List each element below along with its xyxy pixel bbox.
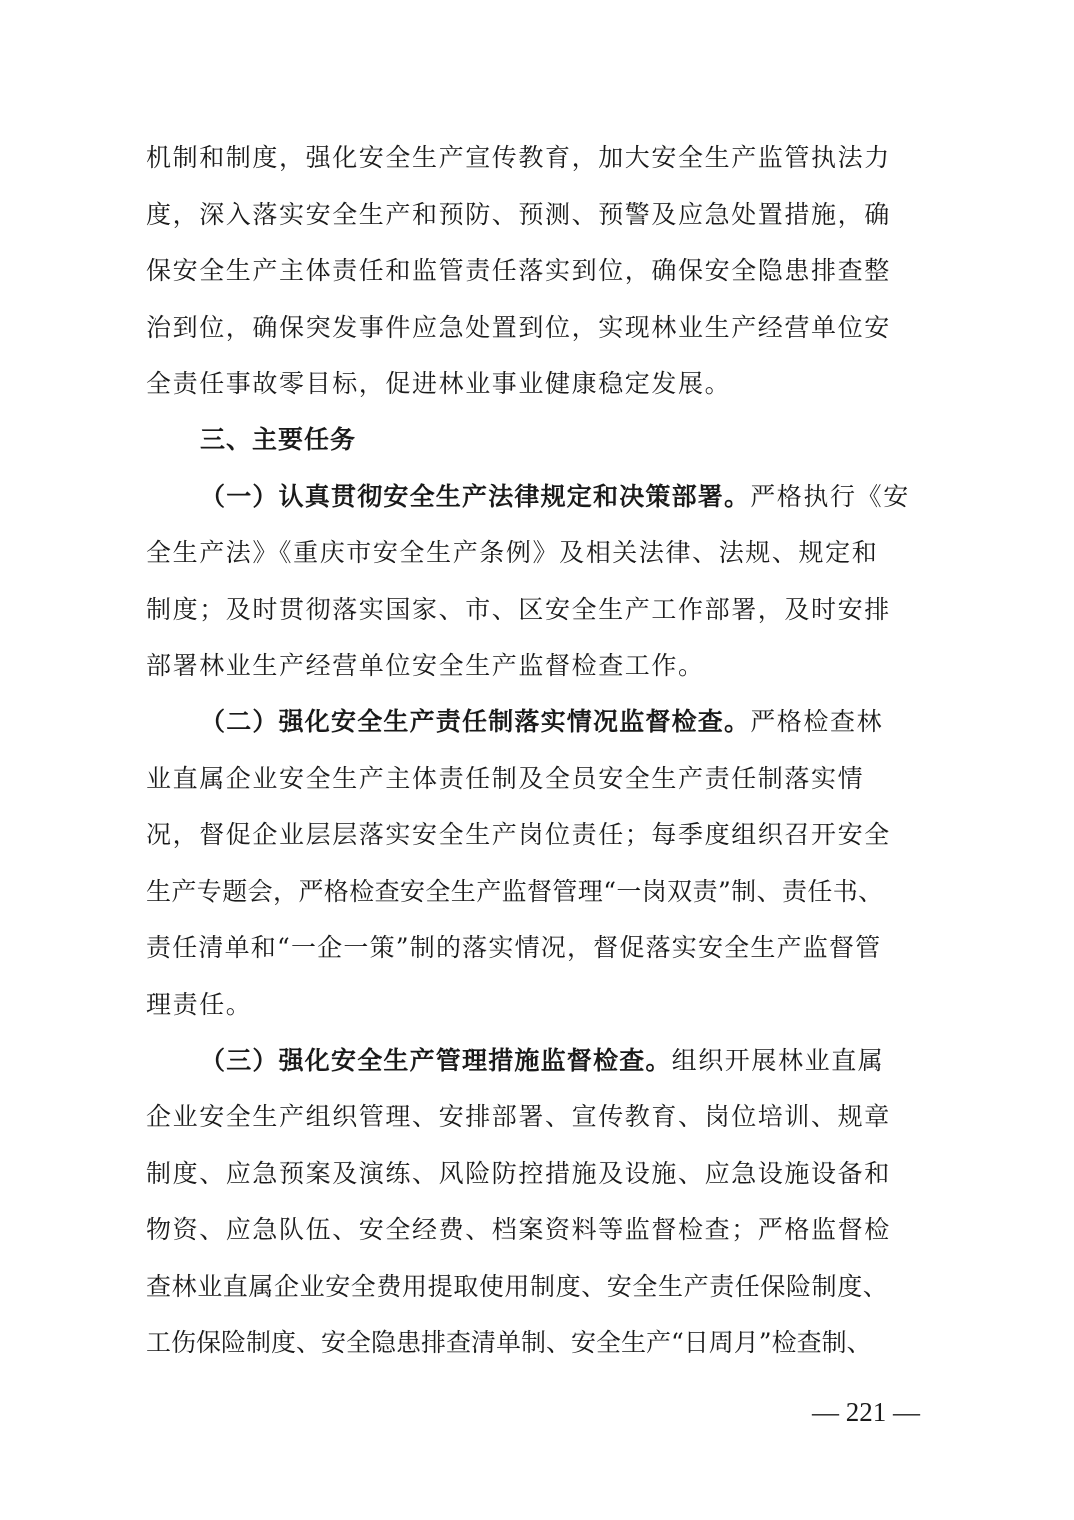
paragraph-lead: （三）强化安全生产管理措施监督检查。 [200,1046,672,1075]
text-line: 企业安全生产组织管理、安排部署、宣传教育、岗位培训、规章 [146,1102,891,1131]
paragraph-first-line [200,706,946,738]
text-line: 理责任。 [146,990,253,1019]
paragraph-text: 严格执行《安 [750,482,910,511]
text-line: 治到位，确保突发事件应急处置到位，实现林业生产经营单位安 [146,313,891,342]
text-line: 责任清单和“一企一策”制的落实情况，督促落实安全生产监督管 [146,933,882,962]
paragraph-text: 严格检查林 [750,707,884,736]
text-line: 况，督促企业层层落实安全生产岗位责任；每季度组织召开安全 [146,820,891,849]
text-line: 全生产法》《重庆市安全生产条例》及相关法律、法规、规定和 [146,538,879,567]
text-line: 物资、应急队伍、安全经费、档案资料等监督检查；严格监督检 [146,1215,891,1244]
section-heading: 三、主要任务 [200,425,357,454]
text-line: 度，深入落实安全生产和预防、预测、预警及应急处置措施，确 [146,200,891,229]
paragraph-text: 组织开展林业直属 [671,1046,885,1075]
page-number: — 221 — [812,1397,920,1427]
paragraph-first-line [200,1045,946,1077]
paragraph-lead: （二）强化安全生产责任制落实情况监督检查。 [200,707,751,736]
text-line: 机制和制度，强化安全生产宣传教育，加大安全生产监管执法力 [146,143,891,172]
text-line: 部署林业生产经营单位安全生产监督检查工作。 [146,651,705,680]
text-line: 全责任事故零目标，促进林业事业健康稳定发展。 [146,369,732,398]
text-line: 查林业直属企业安全费用提取使用制度、安全生产责任保险制度、 [146,1272,889,1301]
paragraph-lead: （一）认真贯彻安全生产法律规定和决策部署。 [200,482,751,511]
text-line: 工伤保险制度、安全隐患排查清单制、安全生产“日周月”检查制、 [146,1328,872,1357]
text-line: 制度、应急预案及演练、风险防控措施及设施、应急设施设备和 [146,1159,891,1188]
text-line: 保安全生产主体责任和监管责任落实到位，确保安全隐患排查整 [146,256,891,285]
text-line: 制度；及时贯彻落实国家、市、区安全生产工作部署，及时安排 [146,595,891,624]
text-line: 生产专题会，严格检查安全生产监督管理“一岗双责”制、责任书、 [146,877,884,906]
text-line: 业直属企业安全生产主体责任制及全员安全生产责任制落实情 [146,764,865,793]
paragraph-first-line [200,481,946,513]
